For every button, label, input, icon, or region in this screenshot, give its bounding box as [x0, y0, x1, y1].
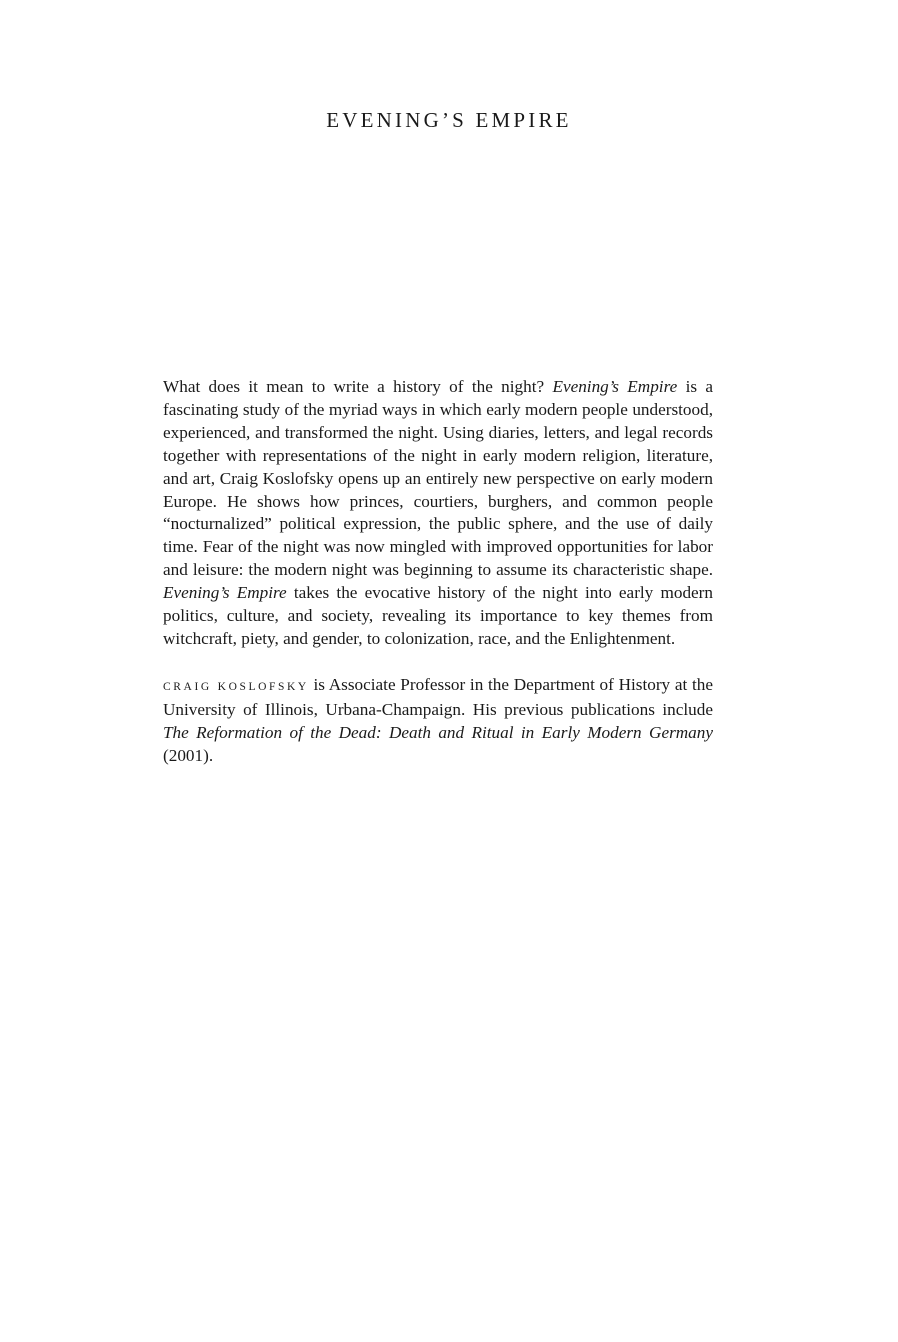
- author-bio-paragraph: [163, 674, 713, 768]
- description-text-intro: What does it mean to write a history of the night?: [163, 377, 553, 396]
- previous-book-title: The Reformation of the Dead: Death and Ritual in Early Modern Germany: [163, 722, 713, 742]
- description-text-ending: takes the evocative history of the night into early modern politics, culture, and society, revealing its importance to key themes from witchcraft, piety, and gender, to colonization, race, and the Enlightenment.: [163, 583, 714, 648]
- description-text-body: is a fascinating study of the myriad ways in which early modern people understood, experienced, and transformed the night. Using diaries, letters, and legal records together with representations of the night in early modern religion, literature, and art, Craig Koslofsky opens up an entirely new perspective on early modern Europe. He shows how princes, courtiers, burghers, and common people “nocturnalized” political expression, the public sphere, and the use of daily time. Fear of the night was now mingled with improved opportunities for labor and leisure: the modern night was beginning to assume its characteristic shape.: [163, 377, 714, 580]
- book-blurb: [163, 376, 713, 768]
- book-title-italic: Evening’s Empire: [163, 583, 287, 603]
- book-title-italic: Evening’s Empire: [552, 377, 678, 396]
- author-name: CRAIG KOSLOFSKY: [163, 680, 309, 693]
- description-paragraph: [163, 376, 713, 651]
- author-bio-text: is Associate Professor in the Department of History at the University of Illinois, Urbana-Champaign. His previous publications include: [163, 674, 713, 719]
- book-title: EVENING’S EMPIRE: [326, 108, 572, 132]
- author-bio-year: (2001).: [163, 745, 214, 765]
